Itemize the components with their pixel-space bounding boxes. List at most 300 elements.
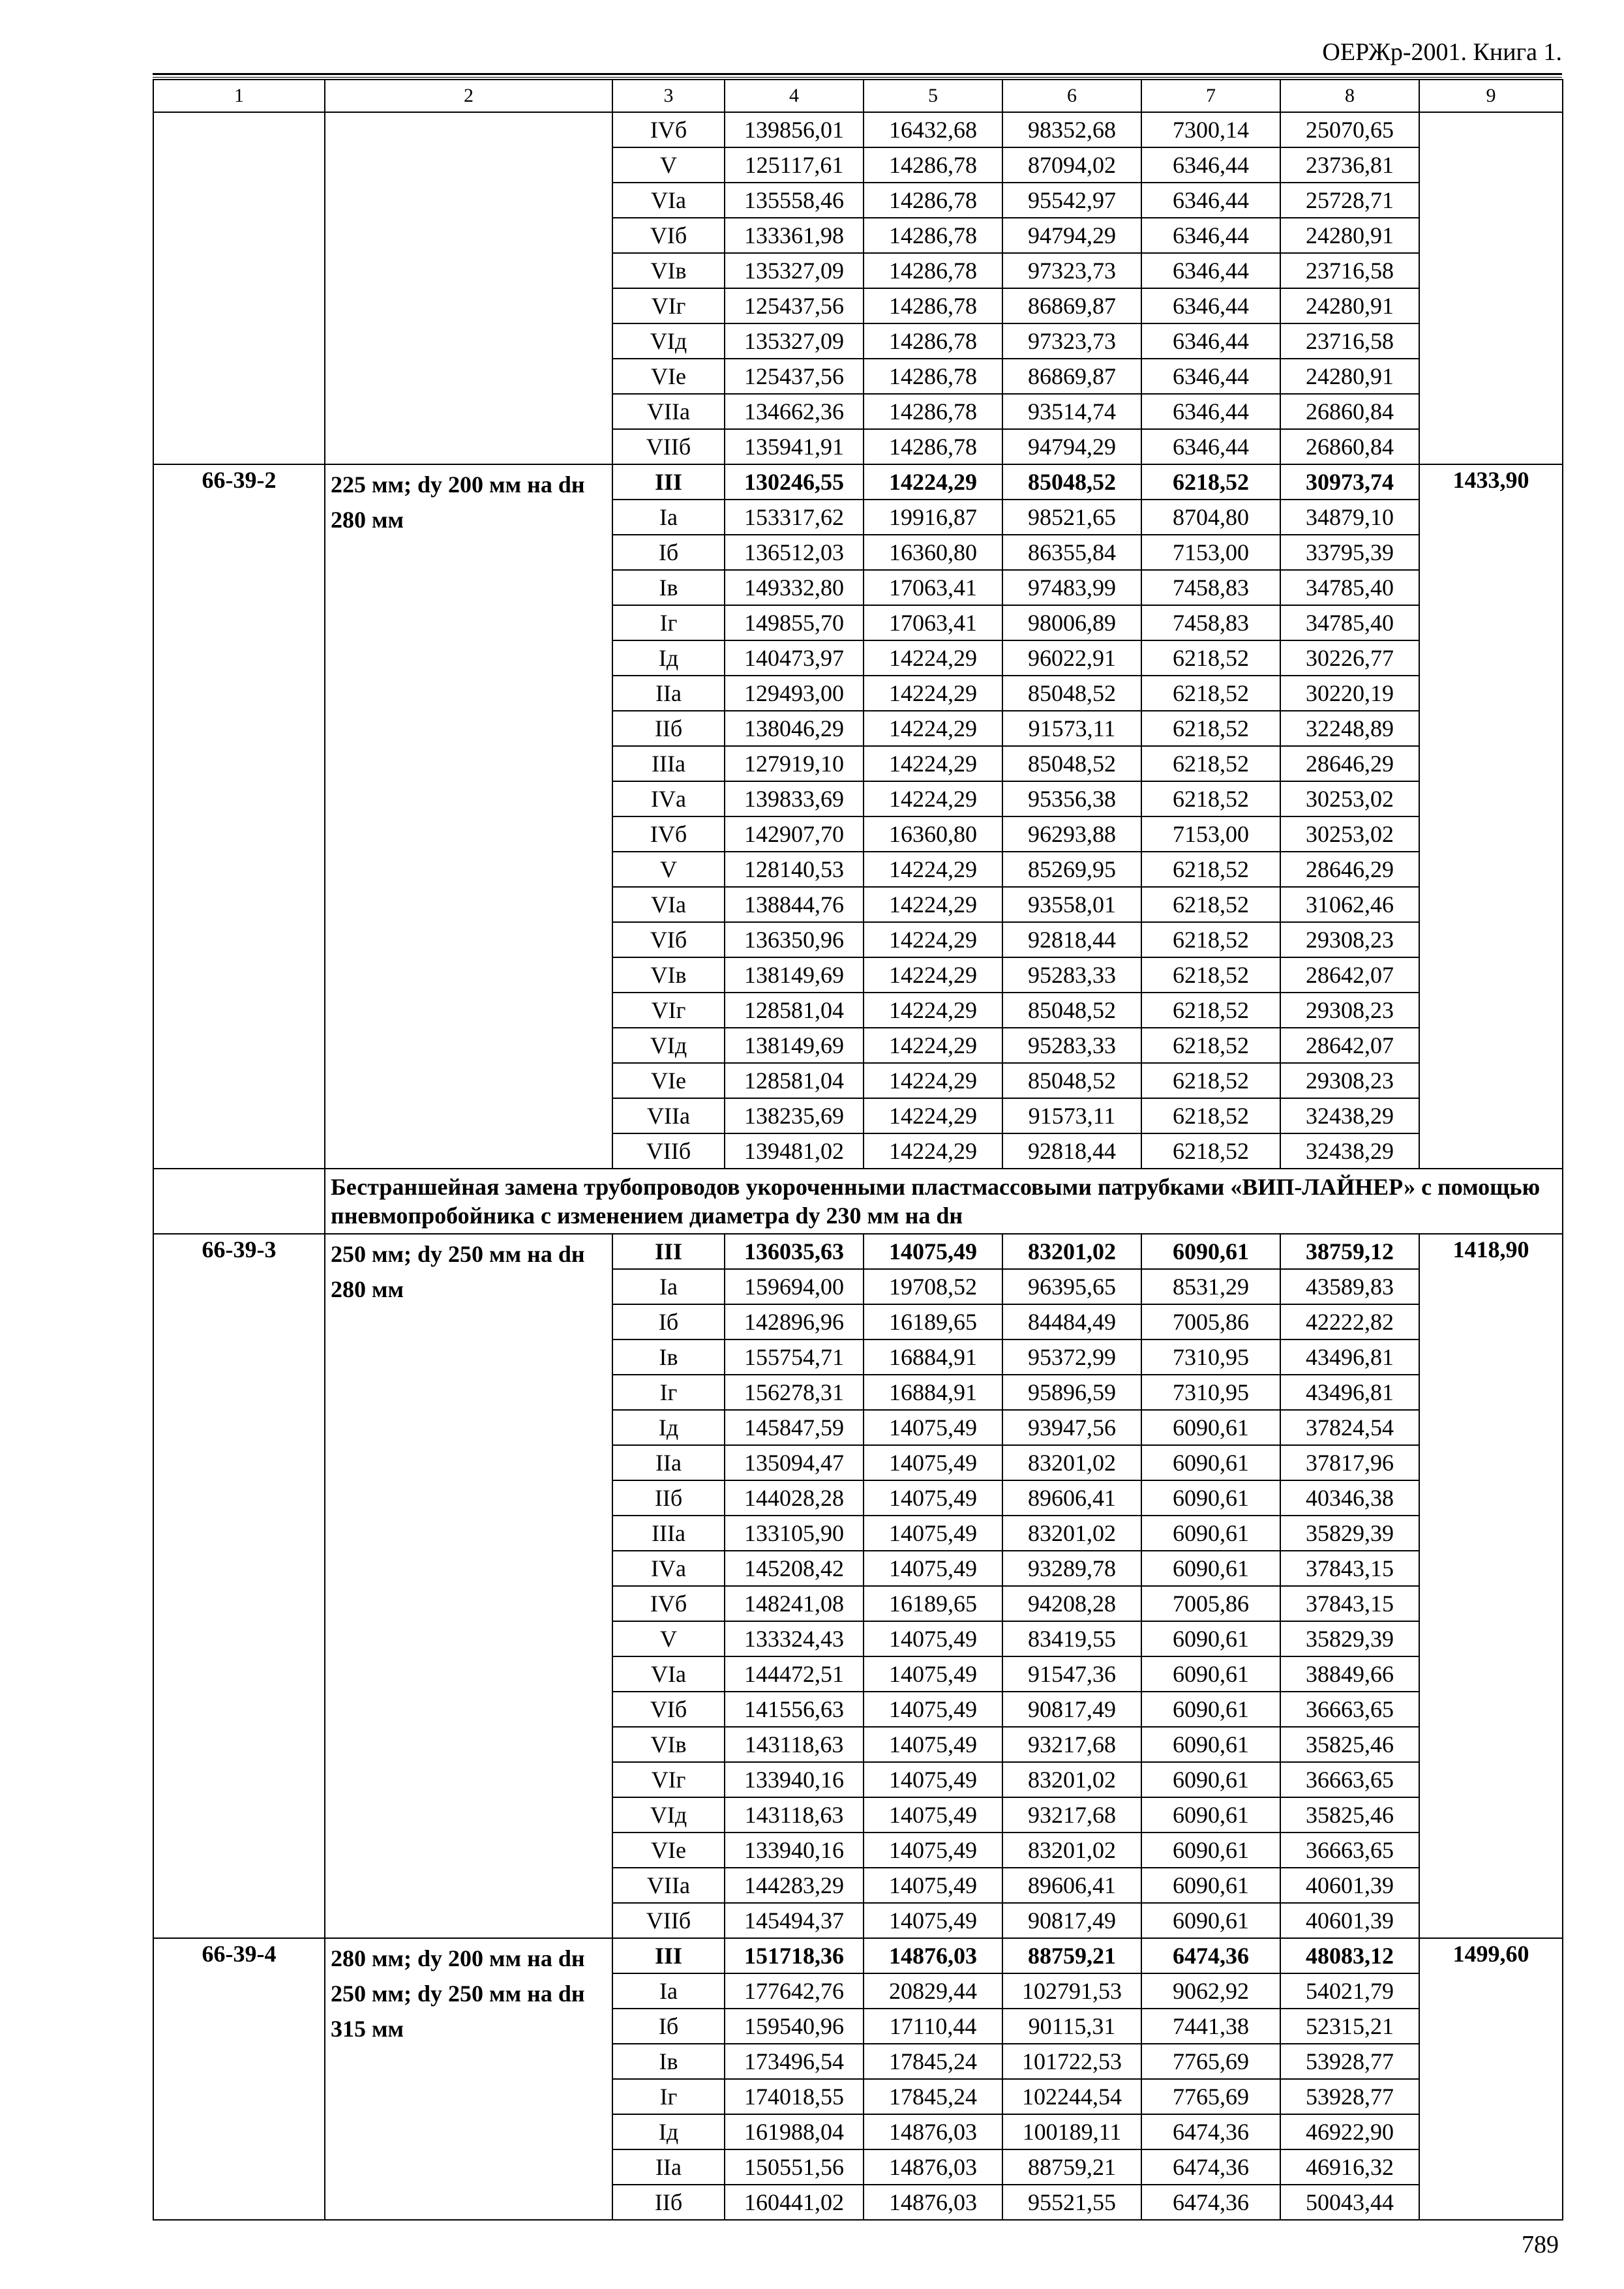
zone-code: Iд [612, 1410, 725, 1445]
machinist-wages: 7005,86 [1141, 1304, 1280, 1339]
column-number: 8 [1280, 80, 1419, 112]
materials-cost: 40346,38 [1280, 1480, 1419, 1516]
materials-cost: 35825,46 [1280, 1797, 1419, 1833]
total-cost: 144283,29 [725, 1868, 864, 1903]
total-cost: 141556,63 [725, 1692, 864, 1727]
labor-cost: 14075,49 [864, 1656, 1002, 1692]
labor-cost: 14075,49 [864, 1692, 1002, 1727]
machinist-wages: 7005,86 [1141, 1586, 1280, 1621]
equipment-cost: 90817,49 [1002, 1692, 1141, 1727]
labor-cost: 14075,49 [864, 1868, 1002, 1903]
materials-cost: 36663,65 [1280, 1692, 1419, 1727]
equipment-cost: 86869,87 [1002, 359, 1141, 394]
rate-code: 66-39-3 [153, 1234, 325, 1938]
zone-code: III [612, 1234, 725, 1269]
equipment-cost: 92818,44 [1002, 922, 1141, 957]
zone-code: IIIа [612, 1516, 725, 1551]
materials-cost: 26860,84 [1280, 429, 1419, 464]
materials-cost: 52315,21 [1280, 2009, 1419, 2044]
equipment-cost: 98521,65 [1002, 500, 1141, 535]
total-cost: 136512,03 [725, 535, 864, 570]
labor-cost: 14224,29 [864, 1063, 1002, 1098]
machinist-wages: 6090,61 [1141, 1480, 1280, 1516]
total-cost: 125437,56 [725, 359, 864, 394]
section-empty-cell [153, 1169, 325, 1234]
zone-code: Iб [612, 2009, 725, 2044]
machinist-wages: 6090,61 [1141, 1727, 1280, 1762]
equipment-cost: 83201,02 [1002, 1516, 1141, 1551]
equipment-cost: 98006,89 [1002, 605, 1141, 640]
zone-code: VIа [612, 887, 725, 922]
equipment-cost: 88759,21 [1002, 1938, 1141, 1973]
labor-cost: 14286,78 [864, 429, 1002, 464]
labor-cost: 16884,91 [864, 1375, 1002, 1410]
total-cost: 133940,16 [725, 1762, 864, 1797]
machinist-wages: 6218,52 [1141, 640, 1280, 676]
machinist-wages: 6474,36 [1141, 1938, 1280, 1973]
total-cost: 133361,98 [725, 218, 864, 253]
zone-code: VIIб [612, 429, 725, 464]
labor-cost: 17063,41 [864, 570, 1002, 605]
materials-cost: 30220,19 [1280, 676, 1419, 711]
equipment-cost: 83201,02 [1002, 1234, 1141, 1269]
materials-cost: 53928,77 [1280, 2044, 1419, 2079]
labor-cost: 14075,49 [864, 1833, 1002, 1868]
machinist-wages: 6090,61 [1141, 1903, 1280, 1938]
labor-cost: 14224,29 [864, 922, 1002, 957]
rate-description: 280 мм; dу 200 мм на dн 250 мм; dу 250 мм на dн 315 мм [325, 1938, 612, 2220]
total-cost: 177642,76 [725, 1973, 864, 2009]
machinist-wages: 6346,44 [1141, 323, 1280, 359]
machinist-wages: 7153,00 [1141, 816, 1280, 852]
equipment-cost: 94794,29 [1002, 218, 1141, 253]
labor-hours: 1499,60 [1419, 1938, 1563, 2220]
equipment-cost: 91573,11 [1002, 711, 1141, 746]
total-cost: 135094,47 [725, 1445, 864, 1480]
total-cost: 136350,96 [725, 922, 864, 957]
table-row [153, 112, 1563, 147]
total-cost: 174018,55 [725, 2079, 864, 2114]
zone-code: VIIа [612, 394, 725, 429]
machinist-wages: 6090,61 [1141, 1516, 1280, 1551]
labor-cost: 14224,29 [864, 711, 1002, 746]
equipment-cost: 95896,59 [1002, 1375, 1141, 1410]
machinist-wages: 6218,52 [1141, 676, 1280, 711]
total-cost: 149855,70 [725, 605, 864, 640]
machinist-wages: 7441,38 [1141, 2009, 1280, 2044]
materials-cost: 23716,58 [1280, 253, 1419, 288]
materials-cost: 30253,02 [1280, 781, 1419, 816]
machinist-wages: 8531,29 [1141, 1269, 1280, 1304]
total-cost: 140473,97 [725, 640, 864, 676]
zone-code: IVб [612, 1586, 725, 1621]
zone-code: V [612, 852, 725, 887]
page-header: ОЕРЖр-2001. Книга 1. [1322, 38, 1562, 66]
table-row [153, 464, 1563, 500]
materials-cost: 53928,77 [1280, 2079, 1419, 2114]
machinist-wages: 6474,36 [1141, 2185, 1280, 2220]
labor-cost: 14876,03 [864, 1938, 1002, 1973]
total-cost: 145208,42 [725, 1551, 864, 1586]
materials-cost: 38849,66 [1280, 1656, 1419, 1692]
materials-cost: 24280,91 [1280, 218, 1419, 253]
total-cost: 142907,70 [725, 816, 864, 852]
materials-cost: 28642,07 [1280, 957, 1419, 993]
total-cost: 128581,04 [725, 1063, 864, 1098]
labor-cost: 14075,49 [864, 1762, 1002, 1797]
total-cost: 128140,53 [725, 852, 864, 887]
equipment-cost: 85048,52 [1002, 993, 1141, 1028]
labor-cost: 14286,78 [864, 253, 1002, 288]
rate-description: 225 мм; dу 200 мм на dн 280 мм [325, 464, 612, 1169]
machinist-wages: 6090,61 [1141, 1762, 1280, 1797]
labor-cost: 14224,29 [864, 640, 1002, 676]
labor-cost: 14224,29 [864, 887, 1002, 922]
column-number: 6 [1002, 80, 1141, 112]
machinist-wages: 6346,44 [1141, 429, 1280, 464]
zone-code: Iг [612, 2079, 725, 2114]
total-cost: 139481,02 [725, 1133, 864, 1169]
machinist-wages: 6218,52 [1141, 1133, 1280, 1169]
materials-cost: 28646,29 [1280, 746, 1419, 781]
machinist-wages: 6218,52 [1141, 781, 1280, 816]
machinist-wages: 6090,61 [1141, 1797, 1280, 1833]
machinist-wages: 6218,52 [1141, 887, 1280, 922]
machinist-wages: 6346,44 [1141, 253, 1280, 288]
zone-code: VIа [612, 183, 725, 218]
total-cost: 133940,16 [725, 1833, 864, 1868]
total-cost: 135941,91 [725, 429, 864, 464]
total-cost: 156278,31 [725, 1375, 864, 1410]
table-body [153, 80, 1563, 2220]
equipment-cost: 93558,01 [1002, 887, 1141, 922]
equipment-cost: 85269,95 [1002, 852, 1141, 887]
column-number: 7 [1141, 80, 1280, 112]
equipment-cost: 95542,97 [1002, 183, 1141, 218]
machinist-wages: 6218,52 [1141, 1063, 1280, 1098]
labor-cost: 14224,29 [864, 957, 1002, 993]
equipment-cost: 94208,28 [1002, 1586, 1141, 1621]
equipment-cost: 83419,55 [1002, 1621, 1141, 1656]
total-cost: 133324,43 [725, 1621, 864, 1656]
labor-hours: 1418,90 [1419, 1234, 1563, 1938]
total-cost: 130246,55 [725, 464, 864, 500]
equipment-cost: 85048,52 [1002, 1063, 1141, 1098]
machinist-wages: 6218,52 [1141, 1098, 1280, 1133]
labor-cost: 14224,29 [864, 464, 1002, 500]
column-number: 3 [612, 80, 725, 112]
materials-cost: 29308,23 [1280, 993, 1419, 1028]
materials-cost: 46922,90 [1280, 2114, 1419, 2149]
zone-code: IVа [612, 781, 725, 816]
materials-cost: 48083,12 [1280, 1938, 1419, 1973]
total-cost: 161988,04 [725, 2114, 864, 2149]
machinist-wages: 7310,95 [1141, 1339, 1280, 1375]
labor-cost: 14224,29 [864, 676, 1002, 711]
machinist-wages: 7458,83 [1141, 570, 1280, 605]
materials-cost: 40601,39 [1280, 1868, 1419, 1903]
machinist-wages: 6218,52 [1141, 922, 1280, 957]
total-cost: 151718,36 [725, 1938, 864, 1973]
total-cost: 129493,00 [725, 676, 864, 711]
machinist-wages: 6218,52 [1141, 852, 1280, 887]
rate-code [153, 112, 325, 464]
machinist-wages: 6090,61 [1141, 1656, 1280, 1692]
materials-cost: 36663,65 [1280, 1762, 1419, 1797]
machinist-wages: 6090,61 [1141, 1234, 1280, 1269]
zone-code: VIд [612, 323, 725, 359]
total-cost: 145494,37 [725, 1903, 864, 1938]
labor-cost: 14075,49 [864, 1234, 1002, 1269]
equipment-cost: 83201,02 [1002, 1762, 1141, 1797]
labor-cost: 14224,29 [864, 781, 1002, 816]
materials-cost: 24280,91 [1280, 359, 1419, 394]
total-cost: 145847,59 [725, 1410, 864, 1445]
zone-code: Iа [612, 500, 725, 535]
materials-cost: 25728,71 [1280, 183, 1419, 218]
machinist-wages: 6346,44 [1141, 359, 1280, 394]
materials-cost: 32248,89 [1280, 711, 1419, 746]
equipment-cost: 86355,84 [1002, 535, 1141, 570]
zone-code: VIе [612, 359, 725, 394]
zone-code: Iд [612, 640, 725, 676]
zone-code: Iв [612, 570, 725, 605]
machinist-wages: 6346,44 [1141, 147, 1280, 183]
equipment-cost: 96395,65 [1002, 1269, 1141, 1304]
materials-cost: 30226,77 [1280, 640, 1419, 676]
labor-cost: 14075,49 [864, 1480, 1002, 1516]
machinist-wages: 6218,52 [1141, 993, 1280, 1028]
column-number: 9 [1419, 80, 1563, 112]
labor-cost: 17110,44 [864, 2009, 1002, 2044]
materials-cost: 34785,40 [1280, 605, 1419, 640]
total-cost: 138046,29 [725, 711, 864, 746]
zone-code: VIб [612, 922, 725, 957]
total-cost: 153317,62 [725, 500, 864, 535]
equipment-cost: 88759,21 [1002, 2149, 1141, 2185]
total-cost: 135327,09 [725, 323, 864, 359]
materials-cost: 36663,65 [1280, 1833, 1419, 1868]
labor-cost: 14075,49 [864, 1621, 1002, 1656]
labor-cost: 14224,29 [864, 746, 1002, 781]
zone-code: IVб [612, 816, 725, 852]
labor-hours [1419, 112, 1563, 464]
total-cost: 138149,69 [725, 1028, 864, 1063]
labor-cost: 16432,68 [864, 112, 1002, 147]
labor-cost: 17063,41 [864, 605, 1002, 640]
materials-cost: 29308,23 [1280, 1063, 1419, 1098]
machinist-wages: 7765,69 [1141, 2044, 1280, 2079]
total-cost: 135327,09 [725, 253, 864, 288]
equipment-cost: 96293,88 [1002, 816, 1141, 852]
zone-code: VIе [612, 1063, 725, 1098]
total-cost: 148241,08 [725, 1586, 864, 1621]
zone-code: Iа [612, 1973, 725, 2009]
equipment-cost: 97323,73 [1002, 253, 1141, 288]
machinist-wages: 6090,61 [1141, 1410, 1280, 1445]
header-rule [153, 73, 1562, 75]
materials-cost: 32438,29 [1280, 1133, 1419, 1169]
column-number-row [153, 80, 1563, 112]
labor-cost: 14075,49 [864, 1410, 1002, 1445]
machinist-wages: 6346,44 [1141, 288, 1280, 323]
materials-cost: 34785,40 [1280, 570, 1419, 605]
machinist-wages: 9062,92 [1141, 1973, 1280, 2009]
machinist-wages: 6218,52 [1141, 957, 1280, 993]
labor-cost: 14286,78 [864, 394, 1002, 429]
equipment-cost: 96022,91 [1002, 640, 1141, 676]
total-cost: 143118,63 [725, 1797, 864, 1833]
zone-code: IVа [612, 1551, 725, 1586]
zone-code: III [612, 1938, 725, 1973]
materials-cost: 35829,39 [1280, 1621, 1419, 1656]
labor-cost: 14286,78 [864, 288, 1002, 323]
machinist-wages: 7765,69 [1141, 2079, 1280, 2114]
section-title-row [153, 1169, 1563, 1234]
rate-code: 66-39-4 [153, 1938, 325, 2220]
column-number: 1 [153, 80, 325, 112]
materials-cost: 30973,74 [1280, 464, 1419, 500]
labor-cost: 14286,78 [864, 323, 1002, 359]
section-title: Бестраншейная замена трубопроводов укороченными пластмассовыми патрубками «ВИП-ЛАЙНЕР» с помощью пневмопробойника с изменением диаметра dу 230 мм на dн [325, 1169, 1563, 1234]
labor-cost: 14876,03 [864, 2114, 1002, 2149]
zone-code: VIв [612, 1727, 725, 1762]
zone-code: VIг [612, 288, 725, 323]
materials-cost: 30253,02 [1280, 816, 1419, 852]
zone-code: VIд [612, 1028, 725, 1063]
labor-cost: 14075,49 [864, 1551, 1002, 1586]
materials-cost: 25070,65 [1280, 112, 1419, 147]
total-cost: 125437,56 [725, 288, 864, 323]
rate-description [325, 112, 612, 464]
rate-code: 66-39-2 [153, 464, 325, 1169]
equipment-cost: 97323,73 [1002, 323, 1141, 359]
zone-code: VIIа [612, 1868, 725, 1903]
labor-hours: 1433,90 [1419, 464, 1563, 1169]
equipment-cost: 85048,52 [1002, 676, 1141, 711]
header-rule-thin [153, 77, 1562, 78]
labor-cost: 14224,29 [864, 852, 1002, 887]
labor-cost: 17845,24 [864, 2044, 1002, 2079]
materials-cost: 37824,54 [1280, 1410, 1419, 1445]
total-cost: 134662,36 [725, 394, 864, 429]
equipment-cost: 84484,49 [1002, 1304, 1141, 1339]
rate-description: 250 мм; dу 250 мм на dн 280 мм [325, 1234, 612, 1938]
materials-cost: 42222,82 [1280, 1304, 1419, 1339]
materials-cost: 50043,44 [1280, 2185, 1419, 2220]
equipment-cost: 91573,11 [1002, 1098, 1141, 1133]
materials-cost: 29308,23 [1280, 922, 1419, 957]
zone-code: Iг [612, 605, 725, 640]
total-cost: 138844,76 [725, 887, 864, 922]
materials-cost: 43496,81 [1280, 1339, 1419, 1375]
zone-code: Iв [612, 2044, 725, 2079]
machinist-wages: 6090,61 [1141, 1868, 1280, 1903]
equipment-cost: 90115,31 [1002, 2009, 1141, 2044]
labor-cost: 20829,44 [864, 1973, 1002, 2009]
equipment-cost: 95283,33 [1002, 957, 1141, 993]
total-cost: 133105,90 [725, 1516, 864, 1551]
total-cost: 144472,51 [725, 1656, 864, 1692]
labor-cost: 14286,78 [864, 147, 1002, 183]
labor-cost: 14075,49 [864, 1445, 1002, 1480]
equipment-cost: 94794,29 [1002, 429, 1141, 464]
total-cost: 125117,61 [725, 147, 864, 183]
total-cost: 160441,02 [725, 2185, 864, 2220]
machinist-wages: 7310,95 [1141, 1375, 1280, 1410]
zone-code: Iв [612, 1339, 725, 1375]
equipment-cost: 102244,54 [1002, 2079, 1141, 2114]
machinist-wages: 6346,44 [1141, 394, 1280, 429]
machinist-wages: 6474,36 [1141, 2114, 1280, 2149]
equipment-cost: 87094,02 [1002, 147, 1141, 183]
labor-cost: 14224,29 [864, 993, 1002, 1028]
column-number: 5 [864, 80, 1002, 112]
total-cost: 173496,54 [725, 2044, 864, 2079]
total-cost: 138149,69 [725, 957, 864, 993]
materials-cost: 28646,29 [1280, 852, 1419, 887]
materials-cost: 46916,32 [1280, 2149, 1419, 2185]
zone-code: IIб [612, 711, 725, 746]
zone-code: Iб [612, 1304, 725, 1339]
labor-cost: 16360,80 [864, 816, 1002, 852]
labor-cost: 14075,49 [864, 1516, 1002, 1551]
equipment-cost: 85048,52 [1002, 464, 1141, 500]
column-number: 4 [725, 80, 864, 112]
materials-cost: 40601,39 [1280, 1903, 1419, 1938]
labor-cost: 14286,78 [864, 359, 1002, 394]
materials-cost: 32438,29 [1280, 1098, 1419, 1133]
zone-code: VIв [612, 253, 725, 288]
total-cost: 149332,80 [725, 570, 864, 605]
zone-code: VIIб [612, 1903, 725, 1938]
materials-cost: 31062,46 [1280, 887, 1419, 922]
materials-cost: 43496,81 [1280, 1375, 1419, 1410]
labor-cost: 14075,49 [864, 1903, 1002, 1938]
equipment-cost: 93514,74 [1002, 394, 1141, 429]
labor-cost: 19916,87 [864, 500, 1002, 535]
total-cost: 143118,63 [725, 1727, 864, 1762]
machinist-wages: 6474,36 [1141, 2149, 1280, 2185]
total-cost: 150551,56 [725, 2149, 864, 2185]
zone-code: III [612, 464, 725, 500]
table-row [153, 1938, 1563, 1973]
labor-cost: 14876,03 [864, 2185, 1002, 2220]
materials-cost: 33795,39 [1280, 535, 1419, 570]
equipment-cost: 95283,33 [1002, 1028, 1141, 1063]
equipment-cost: 100189,11 [1002, 2114, 1141, 2149]
total-cost: 142896,96 [725, 1304, 864, 1339]
machinist-wages: 7300,14 [1141, 112, 1280, 147]
materials-cost: 34879,10 [1280, 500, 1419, 535]
equipment-cost: 90817,49 [1002, 1903, 1141, 1938]
zone-code: VIIа [612, 1098, 725, 1133]
equipment-cost: 86869,87 [1002, 288, 1141, 323]
materials-cost: 35825,46 [1280, 1727, 1419, 1762]
total-cost: 159540,96 [725, 2009, 864, 2044]
labor-cost: 14286,78 [864, 183, 1002, 218]
equipment-cost: 89606,41 [1002, 1868, 1141, 1903]
equipment-cost: 91547,36 [1002, 1656, 1141, 1692]
labor-cost: 14075,49 [864, 1797, 1002, 1833]
equipment-cost: 95521,55 [1002, 2185, 1141, 2220]
total-cost: 136035,63 [725, 1234, 864, 1269]
labor-cost: 16189,65 [864, 1304, 1002, 1339]
zone-code: IIб [612, 1480, 725, 1516]
materials-cost: 43589,83 [1280, 1269, 1419, 1304]
zone-code: IIа [612, 676, 725, 711]
zone-code: IIа [612, 1445, 725, 1480]
